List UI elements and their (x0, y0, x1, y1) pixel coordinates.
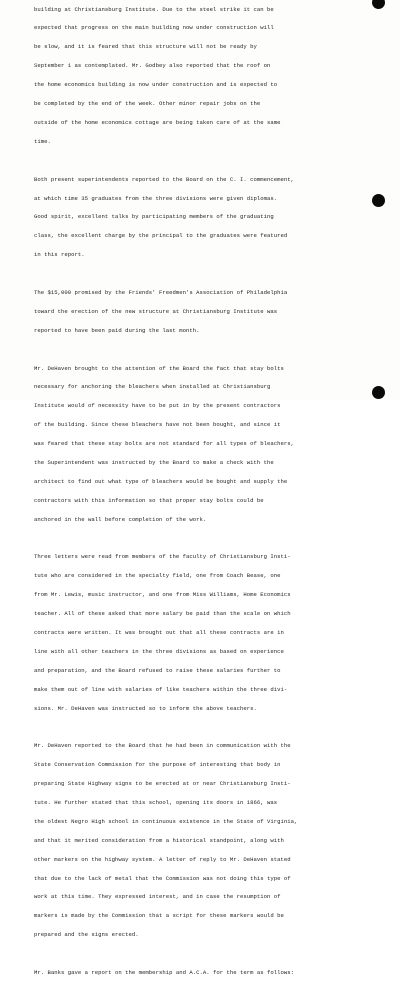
text-line: line with all other teachers in the three divisions as based on experience (34, 647, 284, 655)
typed-text-column (34, 0, 366, 995)
text-line: and preparation, and the Board refused to raise these salaries further to (34, 666, 281, 674)
text-line: State Conservation Commission for the purpose of interesting that body in (34, 761, 281, 769)
text-line: toward the erection of the new structure at Christiansburg Institute was (34, 307, 278, 315)
text-line: contractors with this information so that proper stay bolts could be (34, 496, 264, 504)
text-line: the home economics building is now under construction and is expected to (34, 81, 278, 89)
text-line: class, the excellent charge by the principal to the graduates were featured (34, 232, 288, 240)
text-line: Three letters were read from members of the faculty of Christiansburg Insti- (34, 553, 291, 561)
text-line: tute who are considered in the specialty field, one from Coach Bease, one (34, 572, 281, 580)
text-line: preparing State Highway signs to be erected at or near Christiansburg Insti- (34, 780, 291, 788)
binder-hole-bottom (372, 386, 385, 399)
text-line: other markers on the highway system. A letter of reply to Mr. DeHaven stated (34, 855, 291, 863)
text-line: sions. Mr. DeHaven was instructed so to inform the above teachers. (34, 704, 257, 712)
text-line: building at Christiansburg Institute. Due to the steel strike it can be (34, 5, 274, 13)
text-line: necessary for anchoring the bleachers when installed at Christiansburg (34, 383, 271, 391)
paragraph-faculty-salaries (34, 542, 366, 725)
text-line: make them out of line with salaries of like teachers within the three divi- (34, 685, 288, 693)
text-line: outside of the home economics cottage are being taken care of at the same (34, 118, 281, 126)
text-line: and that it merited consideration from a historical standpoint, along with (34, 836, 284, 844)
paragraph-friends-association (34, 277, 366, 346)
binder-hole-middle (372, 194, 385, 207)
text-line: work at this time. They expressed interest, and in case the resumption of (34, 893, 281, 901)
text-line: Both present superintendents reported to the Board on the C. I. commencement, (34, 175, 295, 183)
text-line: the oldest Negro High school in continuous existence in the State of Virginia, (34, 817, 298, 825)
binder-hole-top-edge (372, 0, 385, 9)
paragraph-membership-report (34, 957, 366, 988)
paragraph-bleachers (34, 353, 366, 536)
text-line: be slow, and it is feared that this structure will not be ready by (34, 43, 257, 51)
text-line: anchored in the wall before completion of the work. (34, 515, 207, 523)
text-line: at which time 35 graduates from the three divisions were given diplomas. (34, 194, 278, 202)
text-line: reported to have been paid during the last month. (34, 326, 200, 334)
text-line: Mr. DeHaven brought to the attention of the Board the fact that stay bolts (34, 364, 284, 372)
text-line: in this report. (34, 251, 85, 259)
text-line: prepared and the signs erected. (34, 931, 139, 939)
text-line: Institute would of necessity have to be put in by the present contractors (34, 402, 281, 410)
text-line: expected that progress on the main building now under construction will (34, 24, 274, 32)
text-line: time. (34, 137, 51, 145)
text-line: was feared that these stay bolts are not standard for all types of bleachers, (34, 440, 295, 448)
text-line: of the building. Since these bleachers have not been bought, and since it (34, 421, 281, 429)
text-line: Mr. Banks gave a report on the membership and A.C.A. for the term as follows: (34, 969, 295, 977)
text-line: contracts were written. It was brought out that all these contracts are in (34, 628, 284, 636)
text-line: that due to the lack of metal that the Commission was not doing this type of (34, 874, 291, 882)
paragraph-construction-progress (34, 0, 366, 158)
text-line: tute. He further stated that this school, opening its doors in 1866, was (34, 799, 278, 806)
paragraph-commencement (34, 164, 366, 271)
text-line: be completed by the end of the week. Other minor repair jobs on the (34, 100, 261, 108)
text-line: the Superintendent was instructed by the Board to make a check with the (34, 458, 274, 466)
text-line: from Mr. Lewis, music instructor, and one from Miss Williams, Home Economics (34, 591, 291, 599)
text-line: architect to find out what type of bleachers would be bought and supply the (34, 477, 288, 485)
paragraph-highway-markers (34, 731, 366, 951)
text-line: markers is made by the Commission that a script for these markers would be (34, 912, 284, 920)
text-line: The $15,000 promised by the Friends' Freedmen's Association of Philadelphia (34, 288, 288, 296)
text-line: teacher. All of these asked that more salary be paid than the scale on which (34, 610, 291, 618)
text-line: Good spirit, excellent talks by participating members of the graduating (34, 213, 274, 221)
text-line: September 1 as contemplated. Mr. Godbey also reported that the roof on (34, 62, 271, 70)
text-line: Mr. DeHaven reported to the Board that he had been in communication with the (34, 742, 291, 750)
